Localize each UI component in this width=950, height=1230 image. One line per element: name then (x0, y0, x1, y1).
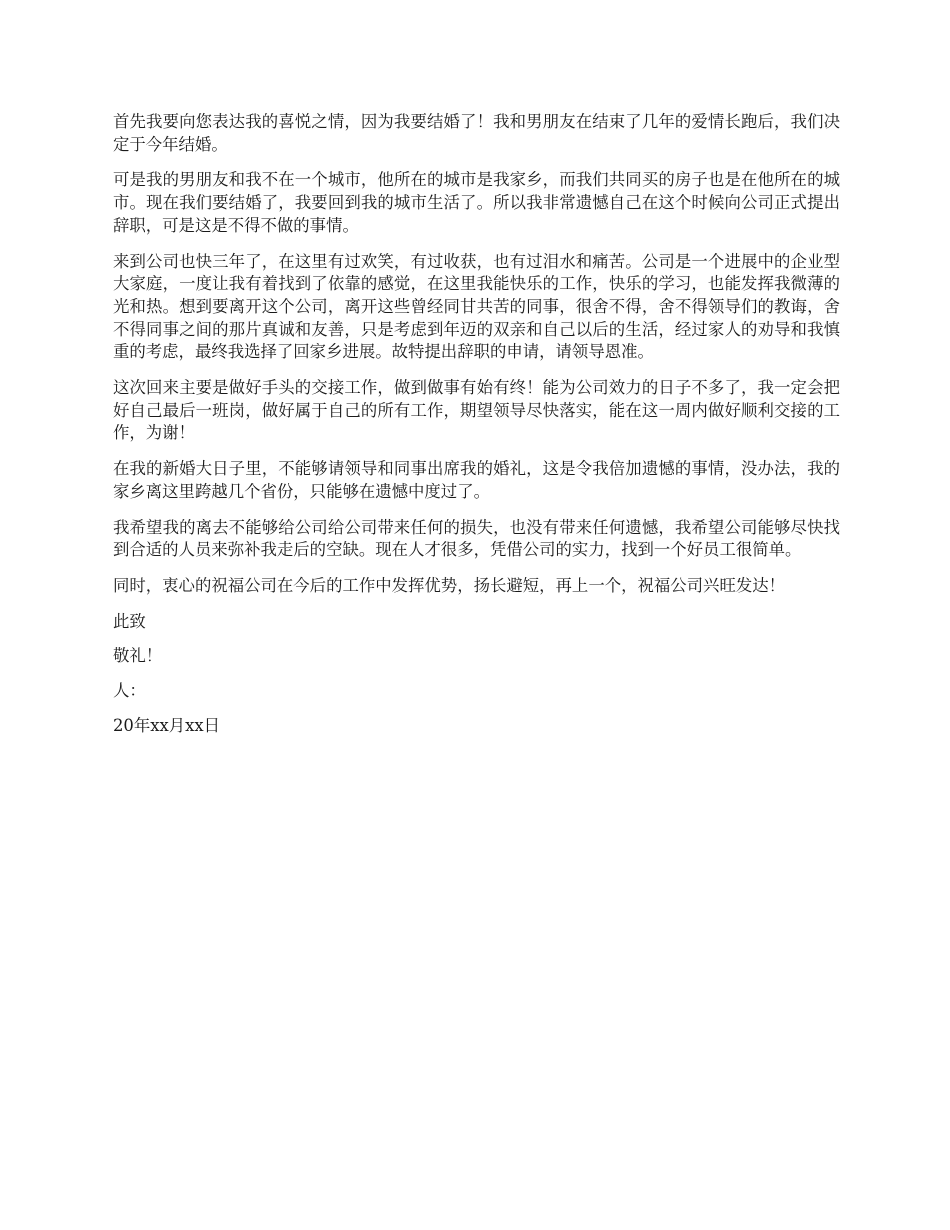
paragraph-departure-hope: 我希望我的离去不能够给公司给公司带来任何的损失，也没有带来任何遗憾，我希望公司能够尽快找到合适的人员来弥补我走后的空缺。现在人才很多，凭借公司的实力，找到一个好员工很简单。 (113, 517, 840, 560)
letter-body (113, 111, 840, 749)
paragraph-wedding-regret: 在我的新婚大日子里，不能够请领导和同事出席我的婚礼，这是令我倍加遗憾的事情，没办法，我的家乡离这里跨越几个省份，只能够在遗憾中度过了。 (113, 459, 840, 501)
paragraph-relocation: 可是我的男朋友和我不在一个城市，他所在的城市是我家乡，而我们共同买的房子也是在他所在的城市。现在我们要结婚了，我要回到我的城市生活了。所以我非常遗憾自己在这个时候向公司正式提出辞职，可是这是不得不做的事情。 (113, 170, 840, 235)
paragraph-handover: 这次回来主要是做好手头的交接工作，做到做事有始有终！能为公司效力的日子不多了，我一定会把好自己最后一班岗，做好属于自己的所有工作，期望领导尽快落实，能在这一周内做好顺利交接的工作，为谢！ (113, 378, 840, 443)
paragraph-announcement: 首先我要向您表达我的喜悦之情，因为我要结婚了！我和男朋友在结束了几年的爱情长跑后，我们决定于今年结婚。 (113, 112, 840, 154)
paragraph-blessing: 同时，衷心的祝福公司在今后的工作中发挥优势，扬长避短，再上一个，祝福公司兴旺发达！ (113, 575, 786, 595)
date-line: 20年xx月xx日 (113, 715, 221, 735)
paragraph-reflection: 来到公司也快三年了，在这里有过欢笑，有过收获，也有过泪水和痛苦。公司是一个进展中的企业型大家庭，一度让我有着找到了依靠的感觉，在这里我能快乐的工作，快乐的学习，也能发挥我微薄的光和热。想到要离开这个公司，离开这些曾经同甘共苦的同事，很舍不得，舍不得领导们的教诲，舍不得同事之间的那片真诚和友善，只是考虑到年迈的双亲和自己以后的生活，经过家人的劝导和我慎重的考虑，最终我选择了回家乡进展。故特提出辞职的申请，请领导恩准。 (113, 251, 840, 362)
salutation: 敬礼！ (113, 646, 163, 666)
signature-line: 人： (113, 681, 146, 701)
closing-phrase: 此致 (113, 611, 146, 631)
